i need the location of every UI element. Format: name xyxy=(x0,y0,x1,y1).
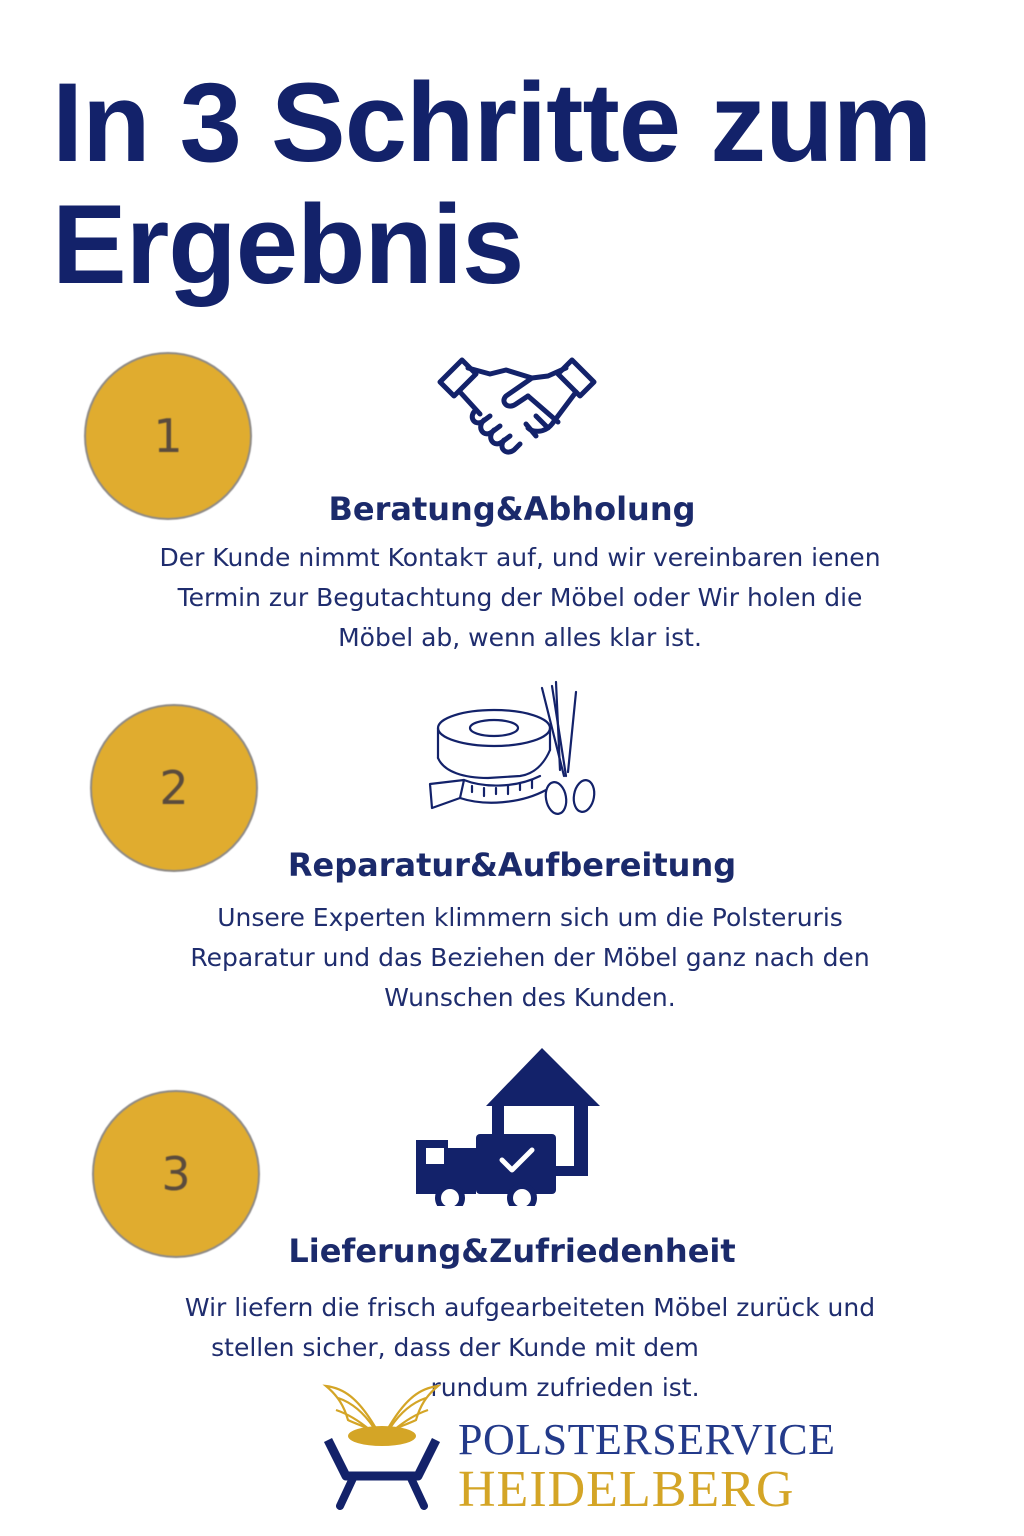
logo-text-heidelberg: HEIDELBERG xyxy=(458,1461,795,1518)
step-2-line-3: Wunschen des Kunden. xyxy=(384,983,676,1012)
step-2-number-badge: 2 xyxy=(90,704,258,872)
step-1-line-3: Möbel ab, wenn alles klar ist. xyxy=(338,623,702,652)
step-1-title: Beratung&Abholung xyxy=(328,490,696,528)
handshake-icon xyxy=(436,352,598,466)
winged-sofa-logo-icon xyxy=(318,1376,446,1510)
step-3-line-3: rundum zufrieden ist. xyxy=(430,1373,700,1402)
logo-text-polsterservice: POLSTERSERVICE xyxy=(458,1415,836,1464)
step-2-line-1: Unsere Experten klimmern sich um die Polsteruris xyxy=(217,903,843,932)
step-3-number-badge: 3 xyxy=(92,1090,260,1258)
step-1-line-1: Der Kunde nimmt Kontakт auf, und wir vereinbaren ienen xyxy=(159,543,881,572)
step-2-line-2: Reparatur und das Beziehen der Möbel ganz nach den xyxy=(190,943,870,972)
step-1-line-2: Termin zur Begutachtung der Möbel oder Wir holen die xyxy=(177,583,863,612)
step-1-description xyxy=(120,538,920,658)
measuring-tape-scissors-icon xyxy=(424,680,604,824)
step-2-title: Reparatur&Aufbereitung xyxy=(287,846,737,884)
step-3-title: Lieferung&Zufriedenheit xyxy=(288,1232,736,1270)
step-3-description xyxy=(120,1288,940,1408)
delivery-truck-house-icon xyxy=(414,1048,604,1206)
step-3-line-1: Wir liefern die frisch aufgearbeiteten Möbel zurück und xyxy=(184,1293,876,1322)
page-title: In 3 Schritte zum Ergebnis xyxy=(52,60,932,307)
step-2-description xyxy=(140,898,920,1018)
step-3-line-2: stellen sicher, dass der Kunde mit dem xyxy=(211,1333,699,1362)
step-1-number-badge: 1 xyxy=(84,352,252,520)
